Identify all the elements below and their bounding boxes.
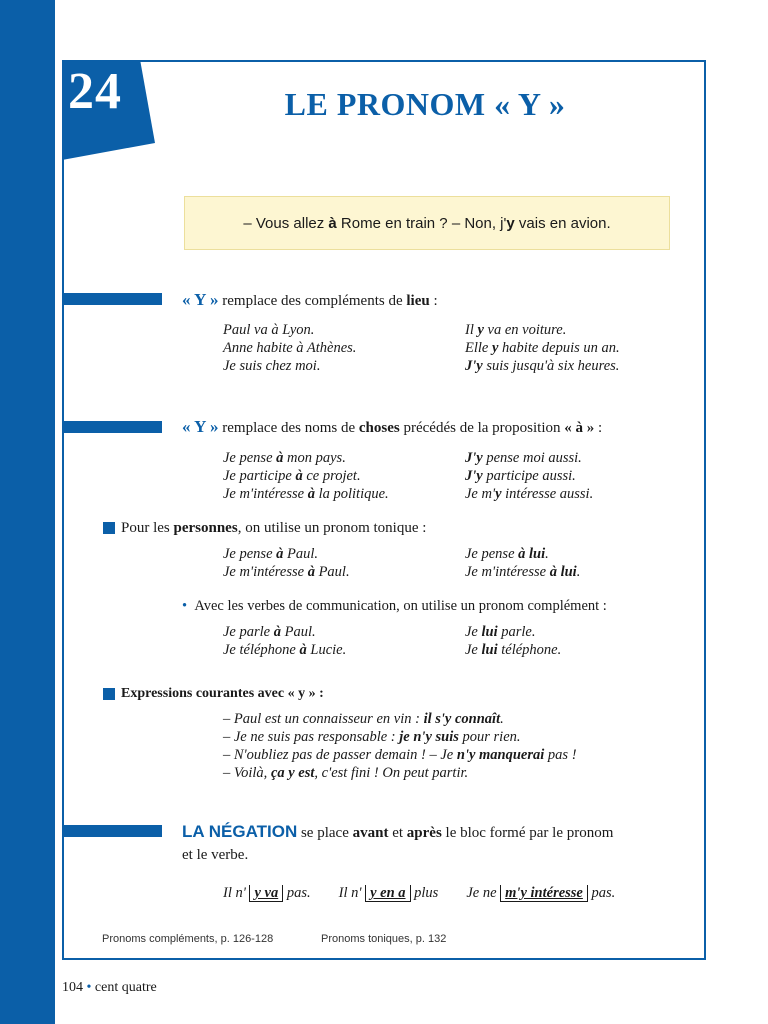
- rule-choses: [182, 417, 602, 437]
- rule-end: :: [594, 420, 603, 436]
- text-segment: Paul.: [283, 546, 319, 562]
- example-answer-suffix: vais en avion.: [514, 214, 611, 232]
- bold-segment: à: [295, 468, 303, 484]
- sub-rule-communication: [182, 598, 607, 615]
- text-segment: plus: [414, 885, 439, 901]
- text-segment: suis jusqu'à six heures.: [482, 358, 620, 374]
- text-segment: pour rien.: [458, 729, 521, 745]
- bold-segment: je n'y suis: [399, 729, 459, 745]
- text-segment: .: [500, 711, 504, 727]
- bold-segment: m'y intéresse: [505, 885, 583, 901]
- rule-lieu: [182, 290, 438, 310]
- negation-example-row: [223, 884, 615, 902]
- folio-text: cent quatre: [94, 980, 157, 995]
- negation-examples: [223, 884, 615, 902]
- example-line: [465, 563, 580, 581]
- bold-segment: après: [406, 825, 442, 841]
- negation-bracket: [249, 885, 283, 902]
- text-segment: Pour les: [121, 520, 174, 536]
- rule-y-label: « Y »: [182, 290, 219, 309]
- example-column-right: [465, 623, 561, 659]
- text-segment: Je pense: [465, 546, 519, 562]
- text-segment: Avec les verbes de communication, on utilise un pronom complément :: [194, 598, 607, 614]
- bold-segment: lui: [481, 642, 498, 658]
- page-number: [62, 980, 157, 996]
- section-bar-negation: [62, 825, 162, 837]
- text-segment: Je pense: [223, 546, 277, 562]
- example-line: [223, 449, 389, 467]
- expression-line: [223, 746, 577, 764]
- text-segment: intéresse aussi.: [501, 486, 594, 502]
- text-segment: pas !: [544, 747, 577, 763]
- bold-segment: à: [273, 624, 281, 640]
- example-line: [465, 623, 561, 641]
- rule-mid: précédés de la proposition: [399, 420, 565, 436]
- text-segment: Je m'intéresse: [223, 564, 308, 580]
- text-segment: ce projet.: [302, 468, 361, 484]
- example-column-left: [223, 449, 389, 503]
- example-line: [223, 467, 389, 485]
- negation-rule: [182, 821, 642, 866]
- text-segment: téléphone.: [497, 642, 562, 658]
- bold-segment: y: [477, 322, 484, 338]
- example-line: [465, 485, 593, 503]
- bold-segment: personnes: [173, 520, 238, 536]
- text-segment: pas.: [591, 885, 616, 901]
- example-question-bold: à: [328, 214, 337, 232]
- chapter-number: 24: [68, 63, 122, 120]
- text-segment: Je téléphone: [223, 642, 300, 658]
- cross-reference-link[interactable]: Pronoms compléments, p. 126-128: [102, 933, 274, 945]
- text-segment: , c'est fini ! On peut partir.: [314, 765, 469, 781]
- negation-line-2: et le verbe.: [182, 847, 249, 863]
- text-segment: Je participe: [223, 468, 296, 484]
- text-segment: .: [576, 564, 581, 580]
- expressions-heading: Expressions courantes avec « y » :: [121, 686, 324, 701]
- rule-text: remplace des compléments de: [218, 293, 407, 309]
- example-line: [465, 339, 620, 357]
- text-segment: – Paul est un connaisseur en vin :: [223, 711, 424, 727]
- cross-reference-link[interactable]: Pronoms toniques, p. 132: [321, 933, 447, 945]
- text-segment: Je parle: [223, 624, 274, 640]
- example-box: [184, 196, 670, 250]
- bold-segment: à lui: [549, 564, 577, 580]
- example-line: [465, 641, 561, 659]
- text-segment: Je ne: [466, 885, 497, 901]
- square-bullet: [103, 522, 115, 534]
- example-column-right: [465, 449, 593, 503]
- example-line: [465, 357, 620, 375]
- example-line: Anne habite à Athènes.: [223, 340, 357, 356]
- folio-number: 104: [62, 980, 83, 995]
- page-title: LE PRONOM « Y »: [284, 86, 566, 122]
- text-segment: – N'oubliez pas de passer demain ! – Je: [223, 747, 457, 763]
- folio-bullet: •: [86, 980, 92, 995]
- text-segment: et: [388, 825, 407, 841]
- example-line: [223, 545, 350, 563]
- example-line: [223, 485, 389, 503]
- text-segment: Je pense: [223, 450, 277, 466]
- rule-bold: choses: [358, 420, 400, 436]
- example-column-left: [223, 623, 346, 659]
- negation-example-2: [339, 884, 439, 902]
- text-segment: pense moi aussi.: [482, 450, 582, 466]
- bold-segment: il s'y connaît: [423, 711, 501, 727]
- example-line: [223, 623, 346, 641]
- bold-segment: y va: [254, 885, 279, 901]
- example-line: [465, 545, 580, 563]
- rule-end: :: [429, 293, 438, 309]
- text-segment: Lucie.: [306, 642, 347, 658]
- text-segment: se place: [297, 825, 353, 841]
- text-segment: Je m'intéresse: [465, 564, 550, 580]
- negation-title: LA NÉGATION: [182, 822, 298, 841]
- example-column-left: [223, 545, 350, 581]
- expression-line: [223, 710, 577, 728]
- example-question-prefix: – Vous allez: [243, 214, 329, 232]
- bold-segment: J'y: [465, 450, 483, 466]
- example-line: Paul va à Lyon.: [223, 322, 315, 338]
- bold-segment: à: [307, 486, 315, 502]
- text-segment: Il: [465, 322, 478, 338]
- bold-segment: avant: [352, 825, 389, 841]
- bold-segment: à: [276, 450, 284, 466]
- section-bar-lieu: [62, 293, 162, 305]
- text-segment: Je: [465, 624, 482, 640]
- rule-bold-2: « à »: [564, 420, 595, 436]
- square-bullet: [103, 688, 115, 700]
- page-spine: [0, 0, 55, 1024]
- text-segment: – Je ne suis pas responsable :: [223, 729, 400, 745]
- bold-segment: à: [307, 564, 315, 580]
- bold-segment: à: [299, 642, 307, 658]
- example-line: [223, 563, 350, 581]
- example-question-suffix: Rome en train ? – Non, j': [336, 214, 507, 232]
- text-segment: parle.: [497, 624, 536, 640]
- rule-text: remplace des noms de: [218, 420, 359, 436]
- bold-segment: n'y manquerai: [456, 747, 545, 763]
- text-segment: , on utilise un pronom tonique :: [237, 520, 427, 536]
- text-segment: Il n': [223, 885, 246, 901]
- text-segment: – Voilà,: [223, 765, 271, 781]
- expression-line: [223, 764, 577, 782]
- example-column-right: [465, 321, 620, 375]
- text-segment: Paul.: [280, 624, 316, 640]
- negation-example-3: [466, 884, 615, 902]
- text-segment: Paul.: [314, 564, 350, 580]
- negation-example-1: [223, 884, 311, 902]
- example-line: [465, 321, 620, 339]
- rule-y-label: « Y »: [182, 417, 219, 436]
- example-answer-bold: y: [506, 214, 515, 232]
- bold-segment: lui: [481, 624, 498, 640]
- bold-segment: à: [276, 546, 284, 562]
- text-segment: va en voiture.: [483, 322, 567, 338]
- bold-segment: y: [495, 486, 502, 502]
- text-segment: Je: [465, 642, 482, 658]
- bold-segment: ça y est: [270, 765, 315, 781]
- rule-bold: lieu: [406, 293, 430, 309]
- negation-bracket: [365, 885, 410, 902]
- round-bullet: •: [182, 598, 188, 614]
- text-segment: pas.: [286, 885, 311, 901]
- text-segment: Je m'intéresse: [223, 486, 308, 502]
- example-line: [223, 641, 346, 659]
- rule-personnes: [121, 520, 426, 537]
- text-segment: participe aussi.: [482, 468, 576, 484]
- text-segment: Il n': [338, 885, 362, 901]
- text-segment: habite depuis un an.: [498, 340, 620, 356]
- text-segment: le bloc formé par le pronom: [441, 825, 614, 841]
- example-line: [465, 449, 593, 467]
- example-line: Je suis chez moi.: [223, 358, 321, 374]
- bold-segment: à lui: [518, 546, 546, 562]
- expression-line: [223, 728, 577, 746]
- negation-bracket: [500, 885, 588, 902]
- example-column-left: [223, 321, 356, 375]
- expressions-list: [223, 710, 577, 782]
- example-column-right: [465, 545, 580, 581]
- bold-segment: J'y: [465, 468, 483, 484]
- text-segment: la politique.: [314, 486, 389, 502]
- bold-segment: y en a: [370, 885, 406, 901]
- example-line: [465, 467, 593, 485]
- text-segment: Je m': [465, 486, 496, 502]
- section-bar-choses: [62, 421, 162, 433]
- text-segment: Elle: [465, 340, 492, 356]
- bold-segment: J'y: [465, 358, 483, 374]
- text-segment: .: [545, 546, 549, 562]
- text-segment: mon pays.: [283, 450, 346, 466]
- bold-segment: y: [491, 340, 499, 356]
